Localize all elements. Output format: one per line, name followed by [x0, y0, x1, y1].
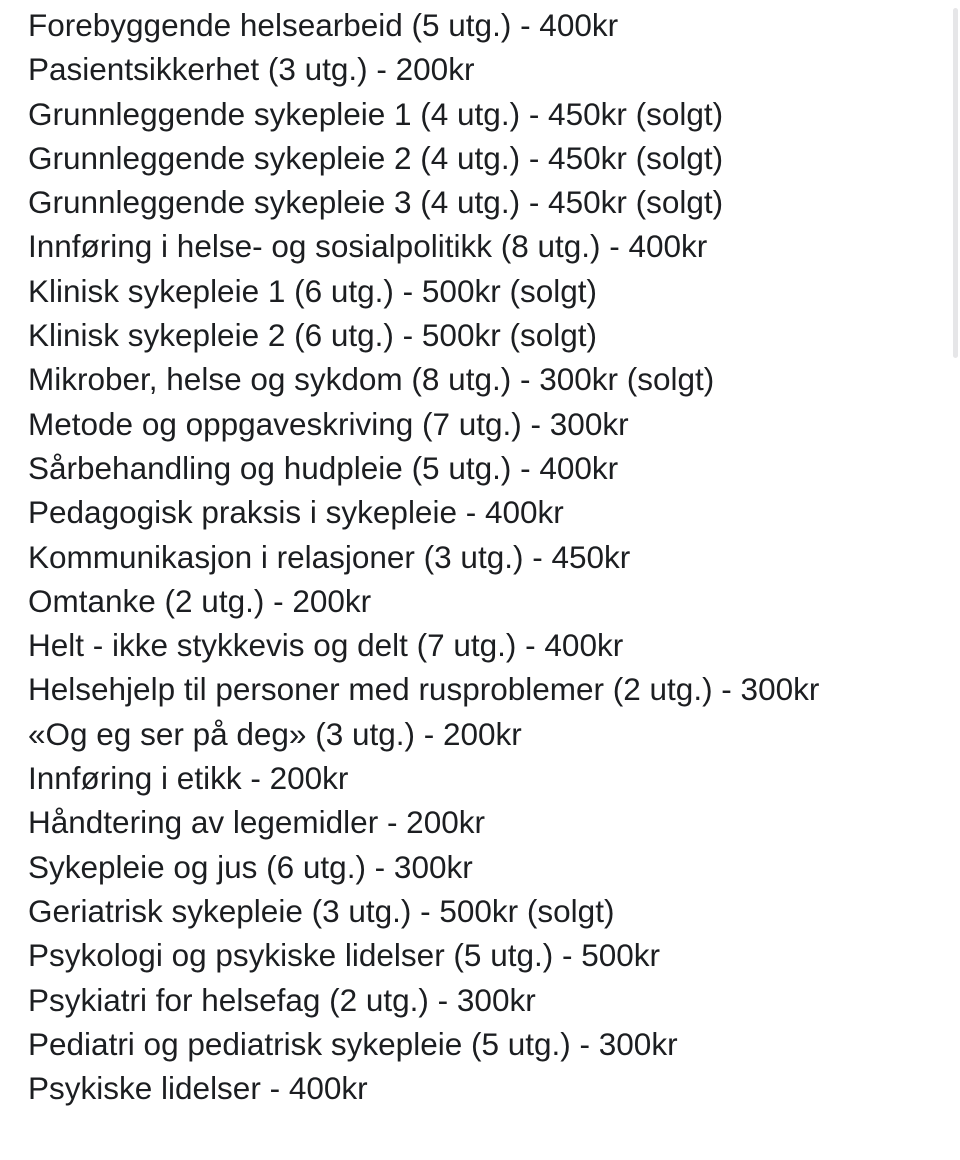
list-item: Mikrober, helse og sykdom (8 utg.) - 300kr (solgt) — [28, 361, 715, 398]
list-item: Pedagogisk praksis i sykepleie - 400kr — [28, 494, 564, 531]
list-item: Helsehjelp til personer med rusproblemer (2 utg.) - 300kr — [28, 671, 820, 708]
list-item: Psykologi og psykiske lidelser (5 utg.) - 500kr — [28, 937, 661, 974]
book-list — [28, 3, 928, 1110]
list-item: Geriatrisk sykepleie (3 utg.) - 500kr (solgt) — [28, 892, 615, 929]
list-item: Pasientsikkerhet (3 utg.) - 200kr — [28, 51, 475, 88]
list-item: Kommunikasjon i relasjoner (3 utg.) - 450kr — [28, 538, 631, 575]
list-item: Metode og oppgaveskriving (7 utg.) - 300kr — [28, 405, 629, 442]
list-item: Sårbehandling og hudpleie (5 utg.) - 400kr — [28, 449, 619, 486]
list-item: Grunnleggende sykepleie 3 (4 utg.) - 450kr (solgt) — [28, 184, 724, 221]
scrollbar-thumb[interactable] — [953, 8, 958, 358]
list-item: Innføring i etikk - 200kr — [28, 760, 349, 797]
list-item: «Og eg ser på deg» (3 utg.) - 200kr — [28, 715, 522, 752]
list-item: Pediatri og pediatrisk sykepleie (5 utg.) - 300kr — [28, 1025, 678, 1062]
list-item: Omtanke (2 utg.) - 200kr — [28, 582, 372, 619]
list-item: Håndtering av legemidler - 200kr — [28, 804, 485, 841]
list-item: Sykepleie og jus (6 utg.) - 300kr — [28, 848, 473, 885]
list-item: Klinisk sykepleie 2 (6 utg.) - 500kr (solgt) — [28, 317, 597, 354]
list-item: Innføring i helse- og sosialpolitikk (8 utg.) - 400kr — [28, 228, 708, 265]
list-item: Forebyggende helsearbeid (5 utg.) - 400kr — [28, 7, 619, 43]
list-item: Psykiske lidelser - 400kr — [28, 1070, 368, 1107]
list-item: Helt - ikke stykkevis og delt (7 utg.) - 400kr — [28, 627, 624, 664]
list-item: Grunnleggende sykepleie 1 (4 utg.) - 450kr (solgt) — [28, 95, 724, 132]
list-item: Psykiatri for helsefag (2 utg.) - 300kr — [28, 981, 536, 1018]
list-item: Grunnleggende sykepleie 2 (4 utg.) - 450kr (solgt) — [28, 139, 724, 176]
list-item: Klinisk sykepleie 1 (6 utg.) - 500kr (solgt) — [28, 272, 597, 309]
